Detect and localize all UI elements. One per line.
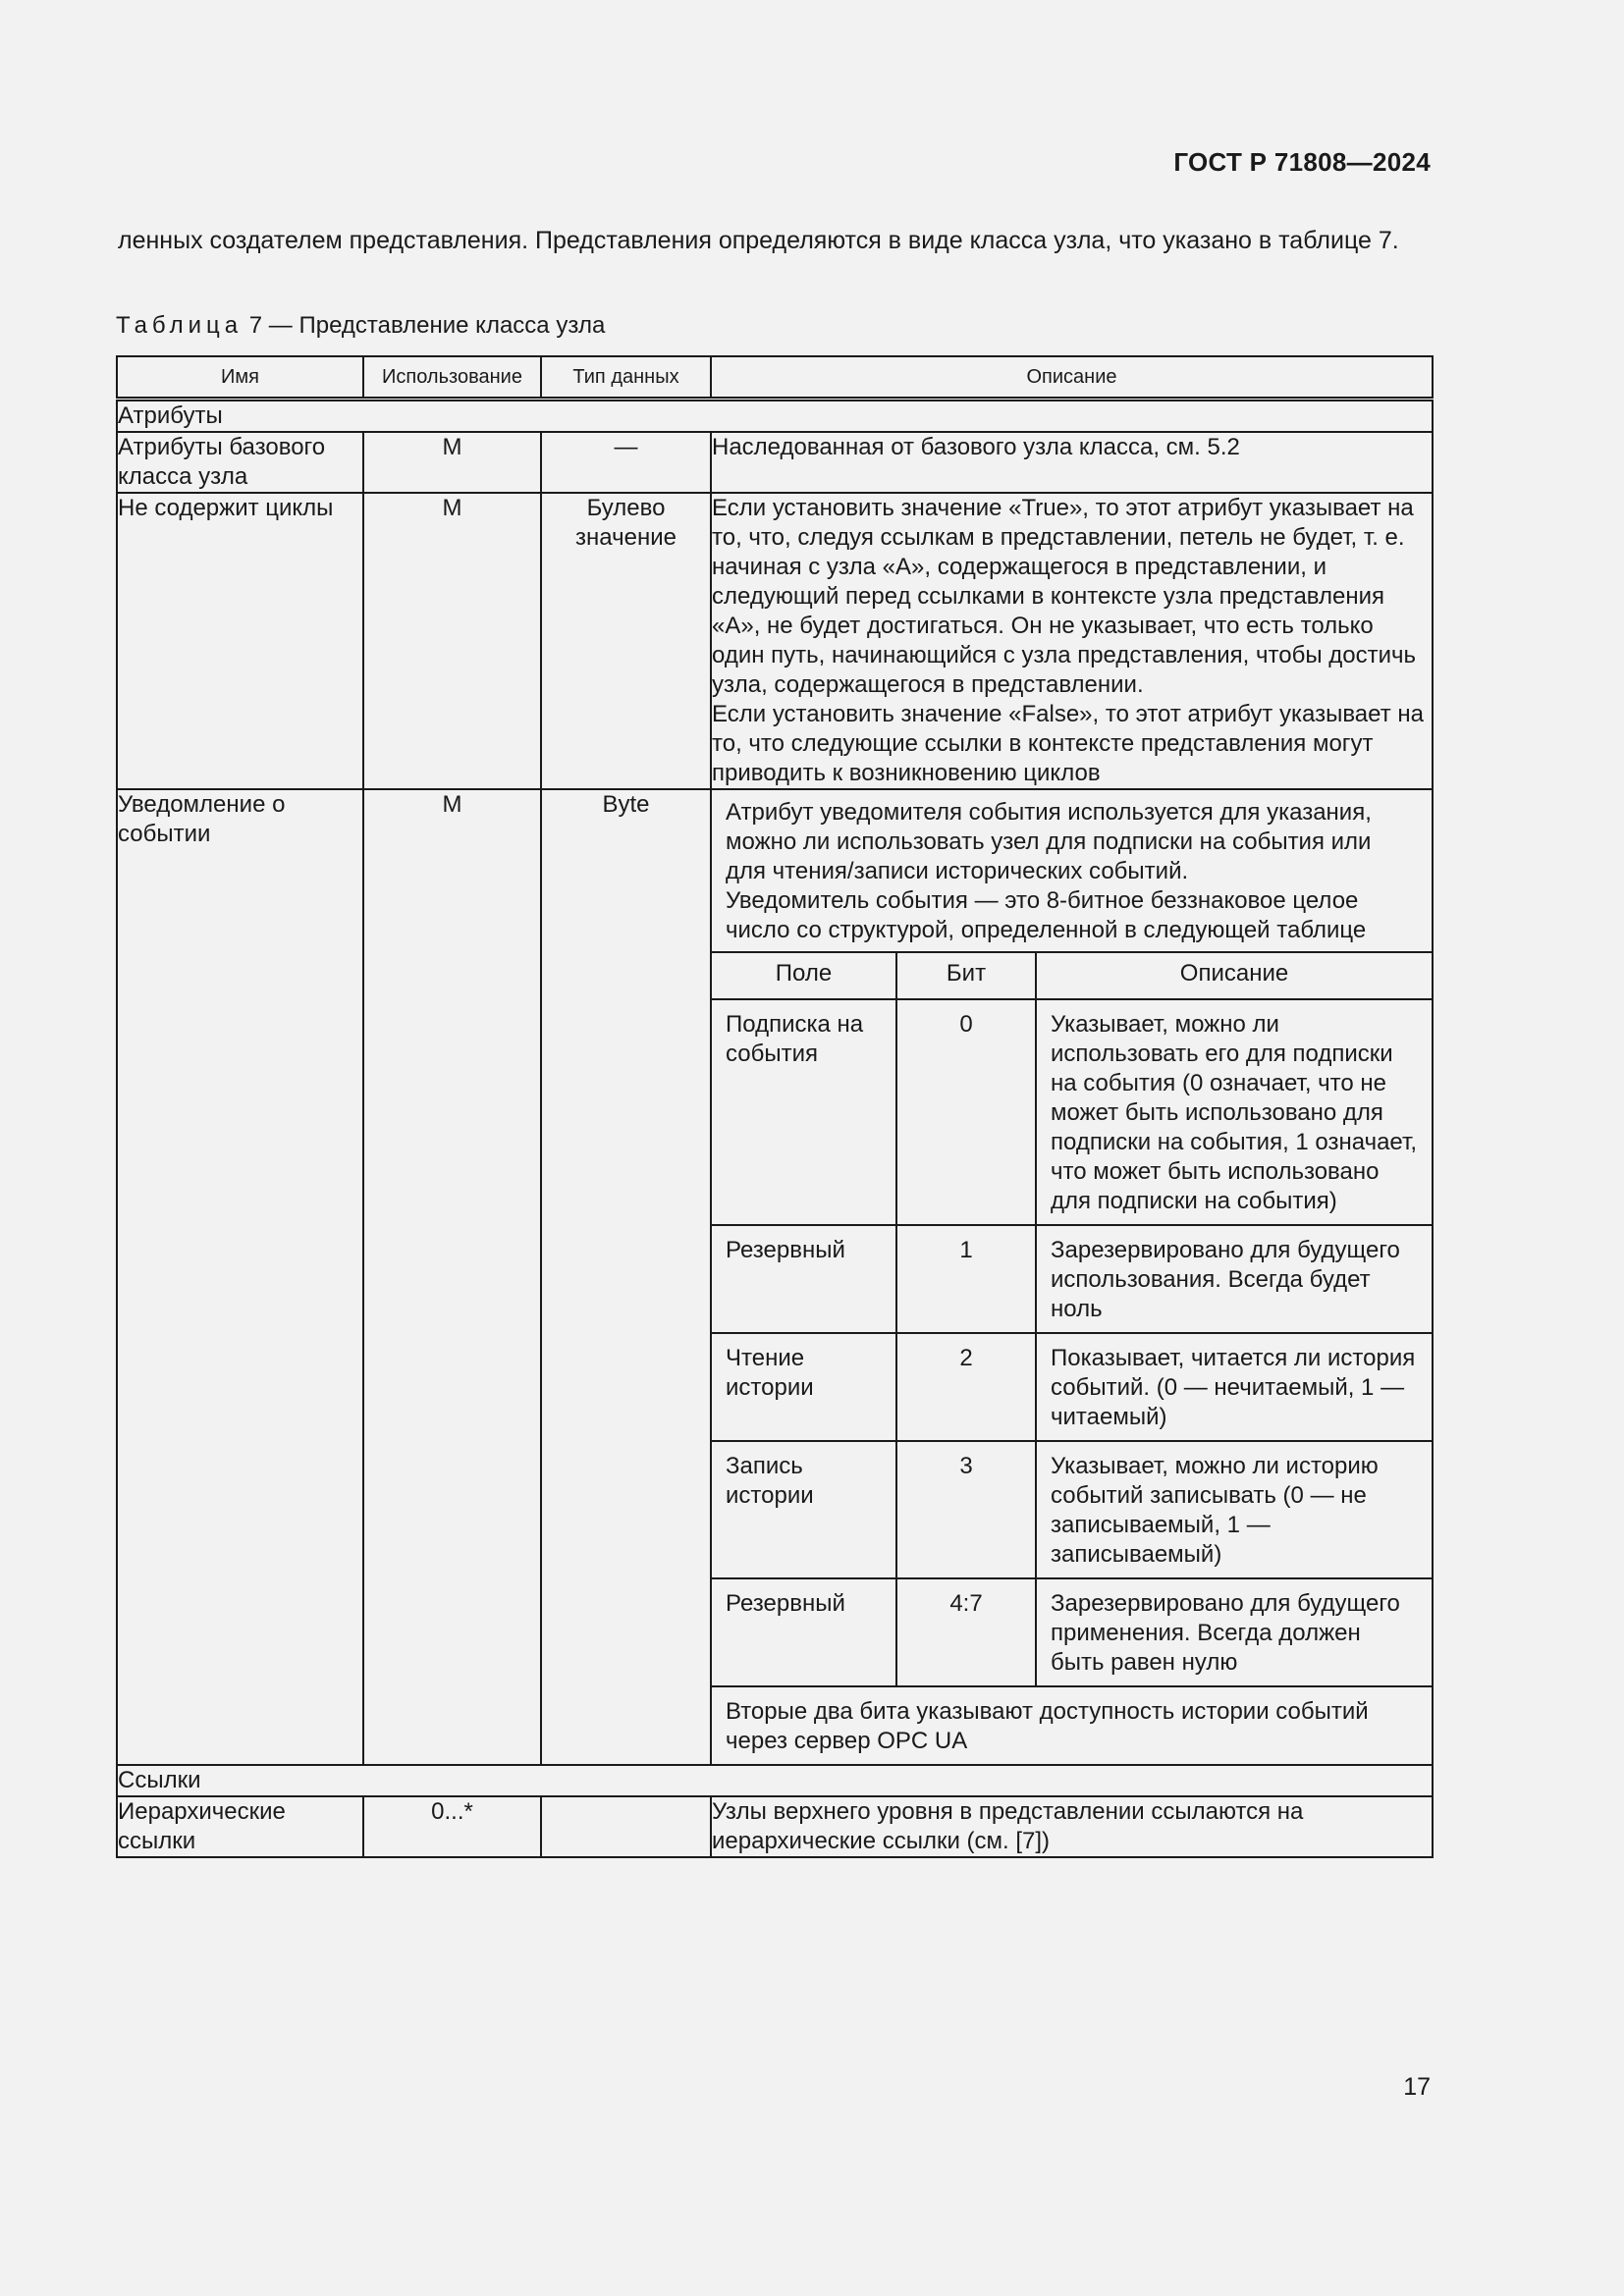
subtable-row [712, 1333, 1432, 1441]
table-header-row [117, 356, 1433, 400]
description-paragraph: Если установить значение «True», то этот атрибут указывает на то, что, следуя ссылкам в представлении, петель не будет, т. е. начиная с узла «A», содержащегося в представлении, и следующий перед ссылками в контексте узла представления «A», не будет достигаться. Он не указывает, что есть только один путь, начинающийся с узла представления, чтобы достичь узла, содержащегося в представлении. [712, 495, 1416, 698]
row-name: Не содержит циклы [117, 493, 363, 789]
row-description: Узлы верхнего уровня в представлении ссылаются на иерархические ссылки (см. [7]) [711, 1796, 1433, 1857]
col-header-usage: Использование [363, 356, 541, 400]
section-row-attributes [117, 400, 1433, 433]
subtable-description: Зарезервировано для будущего применения. Всегда должен быть равен нулю [1036, 1578, 1432, 1686]
table-caption [116, 312, 605, 340]
row-description: Наследованная от базового узла класса, см. 5.2 [711, 432, 1433, 493]
subtable-description: Зарезервировано для будущего использования. Всегда будет ноль [1036, 1225, 1432, 1333]
subtable-description: Указывает, можно ли историю событий записывать (0 — не записываемый, 1 — записываемый) [1036, 1441, 1432, 1578]
description-paragraph: Если установить значение «False», то этот атрибут указывает на то, что следующие ссылки в контексте представления могут приводить к возникновению циклов [712, 701, 1424, 786]
subtable-header-description: Описание [1036, 952, 1432, 999]
subtable-row [712, 999, 1432, 1225]
subtable-bit: 3 [896, 1441, 1036, 1578]
subtable-row [712, 1578, 1432, 1686]
page-number: 17 [1403, 2073, 1431, 2101]
subtable-header-row [712, 952, 1432, 999]
row-datatype: Byte [541, 789, 711, 1765]
row-usage: M [363, 789, 541, 1765]
row-name: Атрибуты базового класса узла [117, 432, 363, 493]
view-class-table [116, 355, 1434, 1858]
intro-paragraph: ленных создателем представления. Представления определяются в виде класса узла, что указано в таблице 7. [118, 227, 1399, 254]
subtable-header-field: Поле [712, 952, 896, 999]
subtable-header-bit: Бит [896, 952, 1036, 999]
description-paragraph: Атрибут уведомителя события используется для указания, можно ли использовать узел для подписки на события или для чтения/записи исторических событий. [726, 799, 1372, 884]
row-usage: 0...* [363, 1796, 541, 1857]
row-datatype: — [541, 432, 711, 493]
section-label: Атрибуты [117, 400, 1433, 433]
table-row [117, 493, 1433, 789]
col-header-description: Описание [711, 356, 1433, 400]
description-paragraph: Уведомитель события — это 8-битное беззнаковое целое число со структурой, определенной в следующей таблице [726, 887, 1367, 943]
col-header-name: Имя [117, 356, 363, 400]
document-id: ГОСТ Р 71808—2024 [1173, 147, 1431, 177]
subtable-footnote-row [712, 1686, 1432, 1764]
row-usage: M [363, 493, 541, 789]
subtable-field: Чтение истории [712, 1333, 896, 1441]
subtable-row [712, 1225, 1432, 1333]
row-name: Уведомление о событии [117, 789, 363, 1765]
subtable-field: Запись истории [712, 1441, 896, 1578]
table-row [117, 1796, 1433, 1857]
subtable-description: Показывает, читается ли история событий. (0 — нечитаемый, 1 — читаемый) [1036, 1333, 1432, 1441]
col-header-datatype: Тип данных [541, 356, 711, 400]
table-caption-text: 7 — Представление класса узла [248, 312, 606, 339]
section-label: Ссылки [117, 1765, 1433, 1796]
subtable-field: Подписка на события [712, 999, 896, 1225]
subtable-field: Резервный [712, 1225, 896, 1333]
section-row-references [117, 1765, 1433, 1796]
row-description [711, 789, 1433, 1765]
subtable-bit: 2 [896, 1333, 1036, 1441]
subtable-bit: 0 [896, 999, 1036, 1225]
row-name: Иерархические ссылки [117, 1796, 363, 1857]
description-text [712, 790, 1432, 951]
table-row [117, 432, 1433, 493]
subtable-description: Указывает, можно ли использовать его для подписки на события (0 означает, что не может быть использовано для подписки на события, 1 означает, что может быть использовано для подписки на события) [1036, 999, 1432, 1225]
row-datatype: Булево значение [541, 493, 711, 789]
table-caption-label: Таблица [116, 312, 244, 339]
row-usage: M [363, 432, 541, 493]
row-datatype [541, 1796, 711, 1857]
subtable-bit: 1 [896, 1225, 1036, 1333]
subtable-field: Резервный [712, 1578, 896, 1686]
event-notifier-subtable [712, 951, 1432, 1764]
row-description [711, 493, 1433, 789]
subtable-row [712, 1441, 1432, 1578]
table-row [117, 789, 1433, 1765]
subtable-footnote: Вторые два бита указывают доступность истории событий через сервер OPC UA [712, 1686, 1432, 1764]
subtable-bit: 4:7 [896, 1578, 1036, 1686]
